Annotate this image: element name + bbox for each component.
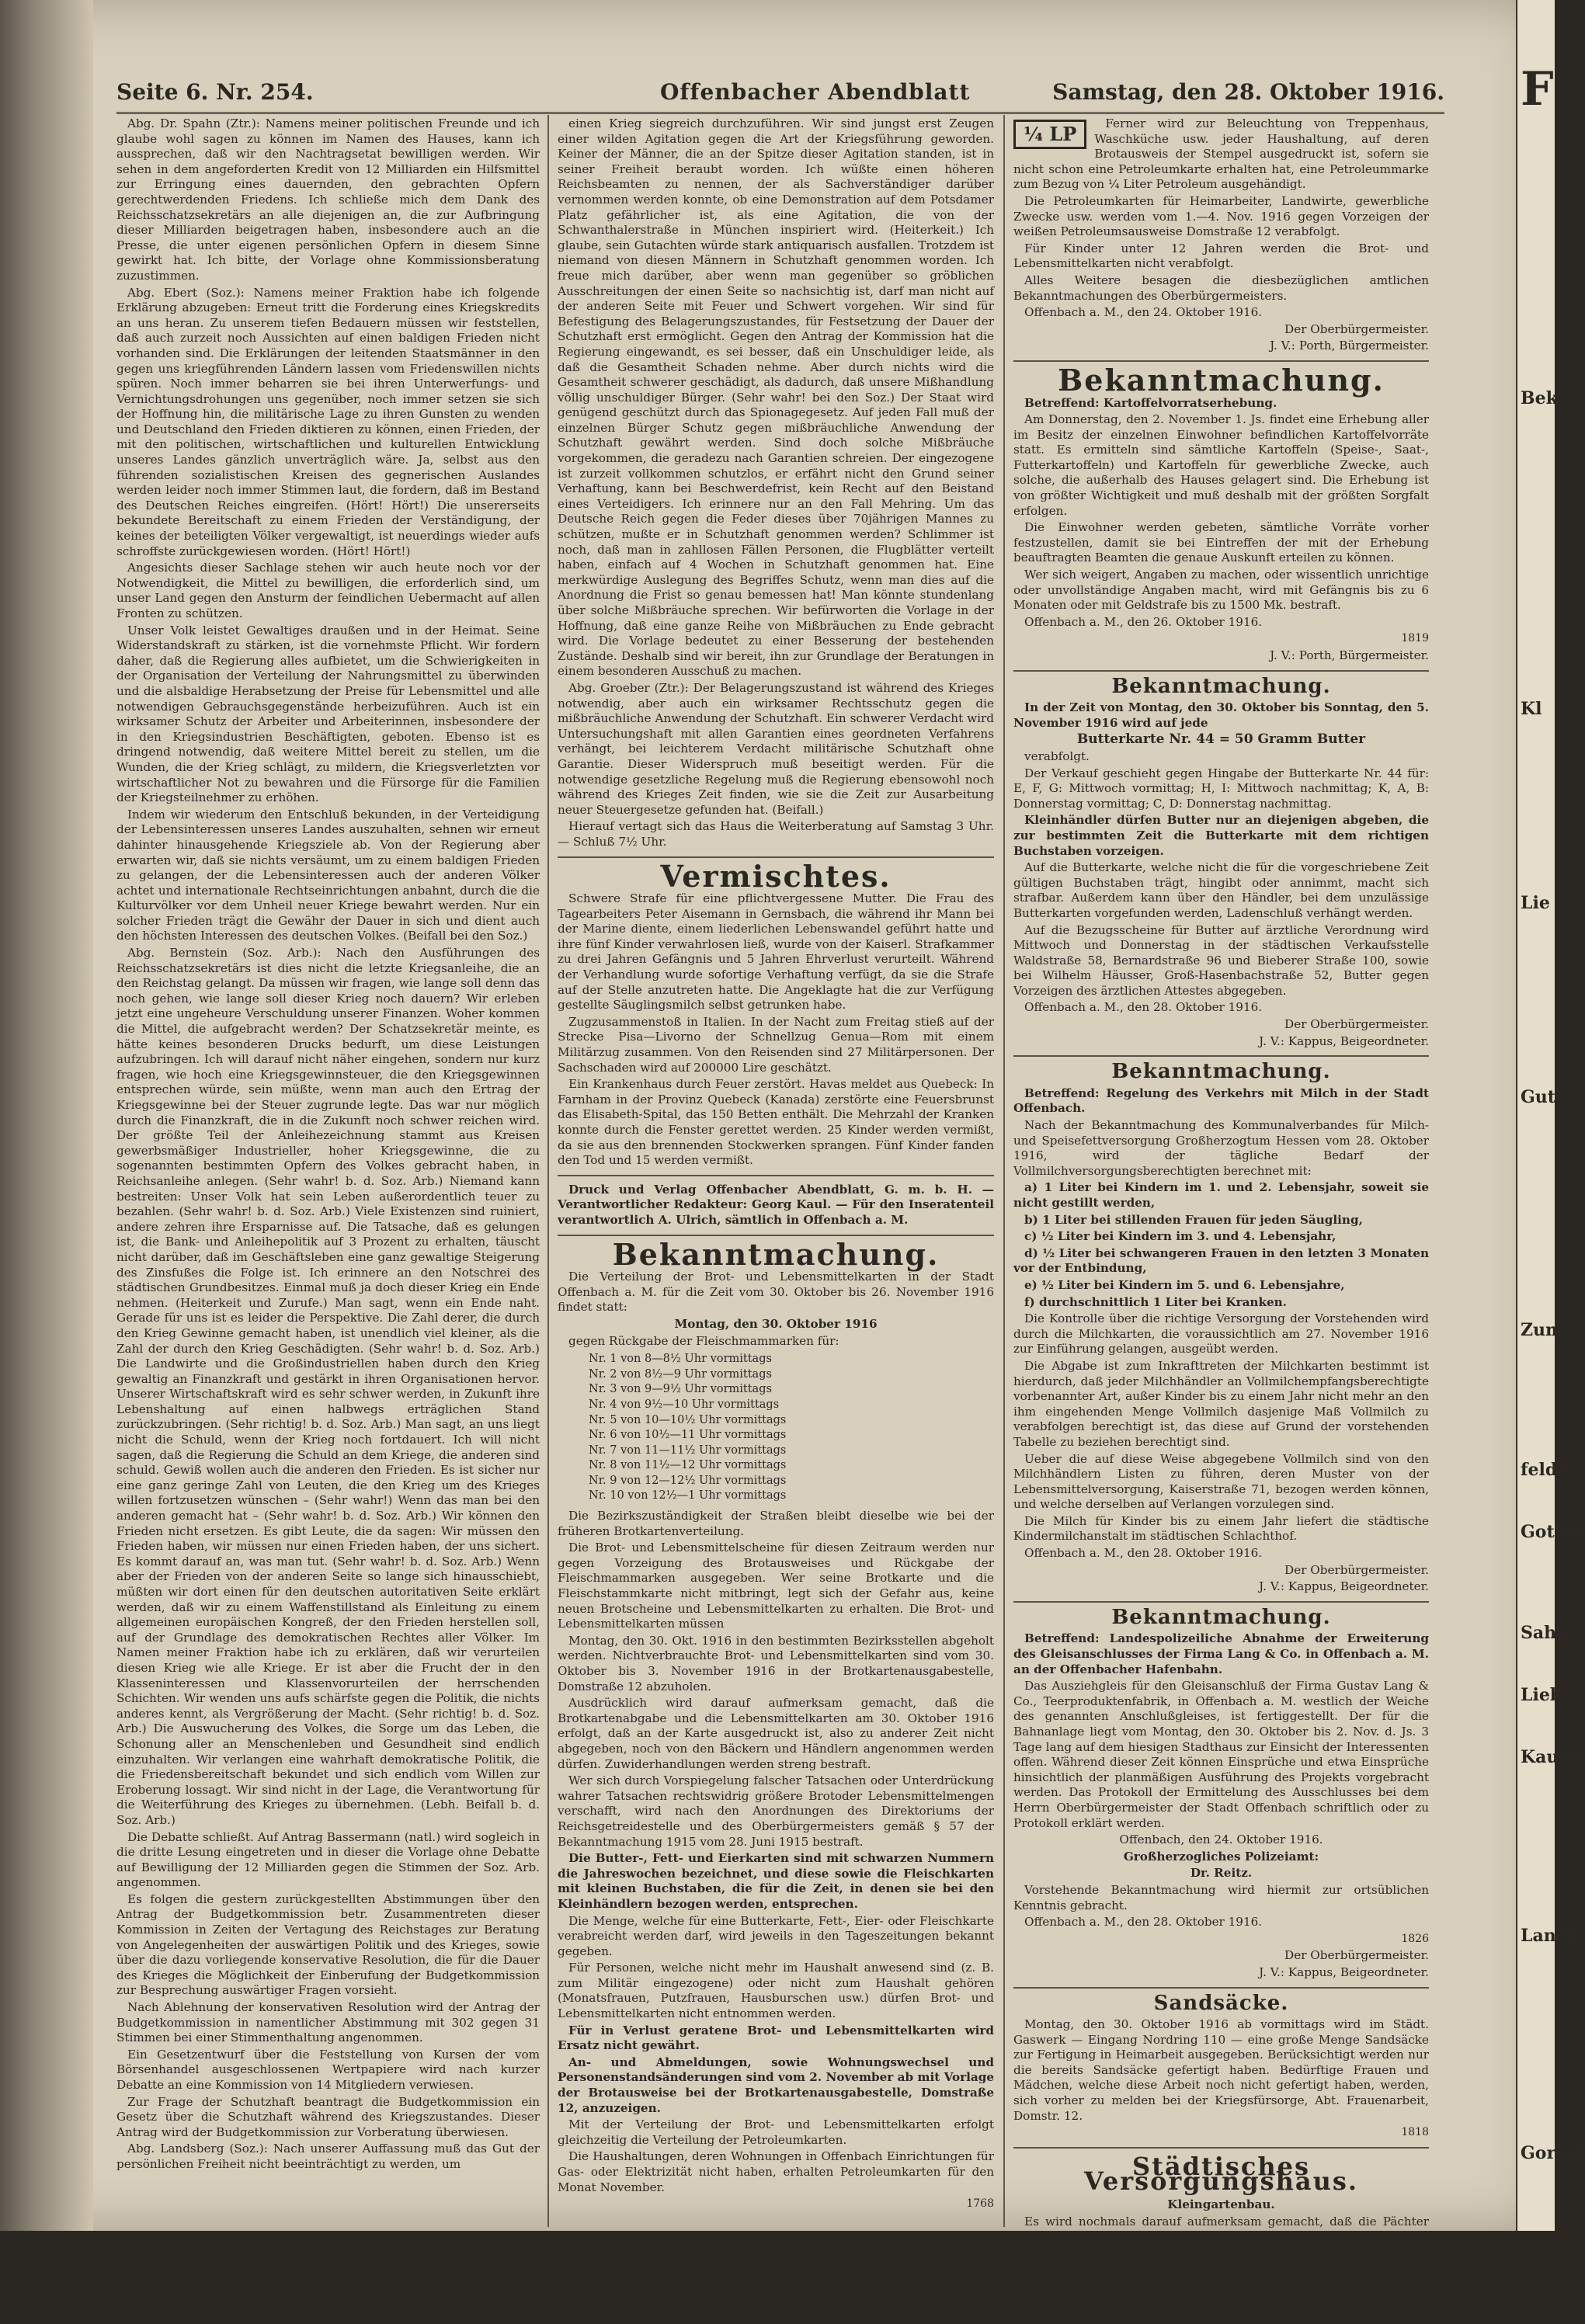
schedule-cell: Nr. 10 von 12½—1 Uhr vormittags <box>589 1489 787 1502</box>
notice-heading: Bekanntmachung. <box>612 1236 940 1272</box>
notice-subject: Betreffend: Landespolizeiliche Abnahme der Erweiterung des Gleisanschlusses der Firma Lang & Co. in Offenbach a. M. an der Offenbacher Hafenbahn. <box>1013 1631 1429 1676</box>
article-paragraph: Abg. Bernstein (Soz. Arb.): Nach den Ausführungen des Reichsschatzsekretärs ist dies nicht die letzte Kriegsanleihe, die an den Reichstag gelangt. Da müssen wir fragen, wie lange soll denn das noch gehen, wie lange soll dieser Krieg noch dauern? Wir erleben jetzt eine ungeheure Verschuldung unserer Finanzen. Woher kommen die Mittel, die aufgebracht werden? Der Schatzsekretär meinte, es hätte keines besonderen Drucks bedurft, um diese Leistungen aufzubringen. Ich will darauf nicht näher eingehen, sondern nur kurz fragen, wie hoch eine Kriegsgewinnsteuer, die den Kriegsgewinnen entsprechen würde, sein müßte, wenn man auch den Ertrag der Kriegsgewinne bei der Steuer zugrunde legte. Das war nur möglich durch die Finanzkraft, die in die Zukunft noch schwer reichen wird. Der größte Teil der Anleihezeichnung stammt aus Kreisen gewerbsmäßiger Industrieller, hoher Kriegsgewinne, die zu sogenannten bestimmten Opfern des Volkes gebracht haben, in Reichsanleihe anlegen. (Sehr wahr! b. d. Soz. Arb.) Niemand kann bestreiten: Unser Volk hat sein Leben außerordentlich teuer zu bezahlen. (Sehr wahr! b. d. Soz. Arb.) Viele Existenzen sind ruiniert, andere zehren ihre Ersparnisse auf. Die Tatsache, daß es gelungen ist, die Bank- und Anleihepolitik auf 3 Prozent zu erhalten, täuscht nicht darüber, daß im Geschäftsleben eine ganz gewaltige Steigerung des Zinsfußes die Folge ist. Ich erinnere an den Notschrei des städtischen Grundbesitzes. Einmal muß ja doch dieser Krieg ein Ende nehmen. (Heiterkeit und Zurufe.) Man sagt, wenn ein Ende naht. Gerade für uns ist es leider die Perspektive. Die Zahl derer, die durch den Krieg Gewinne gemacht haben, ist unendlich viel kleiner, als die Zahl der durch den Krieg Geschädigten. (Sehr wahr! b. d. Soz. Arb.) Die Landwirte und die Großindustriellen haben durch den Krieg gewaltig an Finanzkraft und gestärkt in ihren Organisationen hervor. Unserer Wirtschaftskraft wird es sehr schwer werden, in Zukunft ihre Lebenshaltung auf einen halbwegs erträglichen Stand zurückzubringen. (Sehr richtig! b. d. Soz. Arb.) Man sagt, an uns liegt nicht die Schuld, wenn der Krieg noch fortdauert. Ich will nicht sagen, daß die Regierung die Schuld an dem Kriege, die anderen sind schuld. Gewiß wollen auch die anderen den Frieden. Es ist sicher nur eine ganz geringe Zahl von Leuten, die den Krieg um des Krieges willen fortzusetzen wünschen – (Sehr wahr!) Wenn das man bei den anderen gemacht hat – (Sehr wahr! b. d. Soz. Arb.) Wir können den Frieden nicht ersetzen. Es gibt Leute, die da sagen: Wir müssen den Frieden haben, wir müssen nur einen Frieden haben, der uns sichert. Es kommt darauf an, was man tut. (Sehr wahr! b. d. Soz. Arb.) Wenn aber der Frieden von der anderen Seite so lange sich hinausschiebt, müßten wir dort einen für den deutschen autoritativen Seite erklärt werden, daß wir zu einem Waffenstillstand als Einleitung zu einem allgemeinen europäischen Kongreß, der den Frieden herstellen soll, auf der Grundlage des demokratischen Rechtes aller Völker. Im Namen meiner Fraktion habe ich zu erklären, daß wir verurteilen diesen Krieg wie alle Kriege. Er ist aber die Frucht der in den Klasseninteressen und Klassenvorurteilen der herrschenden Schichten. Wir wenden uns aufs schärfste gegen die Politik, die nichts anderes kennt, als Vergrößerung der Macht. (Sehr richtig! b. d. Soz. Arb.) Die Auswucherung des Volkes, die Sorge um das Leben, die Schonung aller an Menschenleben und Gesundheit sind endlich einzuhalten. Wir verlangen eine wahrhaft demokratische Politik, die die Friedensbereitschaft bekundet und sich endlich vom Willen zur Eroberung lossagt. Wir sind nicht in der Lage, die Verantwortung für die Weiterführung des Krieges zu übernehmen. (Lebh. Beifall b. d. Soz. Arb.) <box>116 946 540 1827</box>
notice-subject: Betreffend: Kartoffelvorratserhebung. <box>1024 395 1277 410</box>
notice-paragraph: Die Haushaltungen, deren Wohnungen in Offenbach Einrichtungen für Gas- oder Elektrizität nicht haben, erhalten Petroleumkarten für den Monat November. <box>558 2149 994 2194</box>
schedule-cell: Nr. 1 von 8—8½ Uhr vormittags <box>589 1353 772 1366</box>
binding-gutter <box>0 0 93 2231</box>
article-paragraph: Angesichts dieser Sachlage stehen wir auch heute noch vor der Notwendigkeit, die Mittel zu bewilligen, die erforderlich sind, um unser Land gegen den Ansturm der feindlichen Uebermacht auf allen Fronten zu schützen. <box>116 561 540 620</box>
notice-subheading: Kleingartenbau. <box>1167 2197 1275 2212</box>
signature: J. V.: Porth, Bürgermeister. <box>1270 648 1429 662</box>
notice-number: 1826 <box>1401 1932 1429 1945</box>
notice-date: Offenbach a. M., den 28. Oktober 1916. <box>1024 1546 1263 1561</box>
notice-paragraph: Die Butter-, Fett- und Eierkarten sind mit schwarzen Nummern die Jahreswochen bezeichnet, und diese sowie die Fleischkarten mit kleinen Buchstaben, die für die Zeit, in denen sie bei den Kleinhändlern bezogen werden, entsprechen. <box>558 1851 994 1911</box>
notice-paragraph: Am Donnerstag, den 2. November 1. Js. findet eine Erhebung aller im Besitz der einzelnen Einwohner befindlichen Kartoffelvorräte statt. Es ermitteln sind sämtliche Kartoffeln (Speise-, Saat-, Futterkartoffeln) und Kartoffeln für gewerbliche Zwecke, auch solche, die außerhalb des Hauses gelagert sind. Die Erhebung ist von größter Wichtigkeit und muß deshalb mit der größten Sorgfalt erfolgen. <box>1013 412 1429 518</box>
article-paragraph: Indem wir wiederum den Entschluß bekunden, in der Verteidigung der Lebensinteressen unseres Landes auszuhalten, sehnen wir erneut dahinter hinausgehende Kriegsziele ab. Von der Regierung aber erwarten wir, daß sie nichts versäumt, um zu einem baldigen Frieden zu gelangen, der die Lebensinteressen auch der anderen Völker achtet und internationale Rechtseinrichtungen anbahnt, durch die die Kulturvölker vor dem Unheil neuer Kriege bewahrt werden. Nur ein solcher Frieden trägt die Gewähr der Dauer in sich und dient auch den höchsten Interessen des deutschen Volkes. (Beifall bei den Soz.) <box>116 807 540 943</box>
notice-paragraph: Die Milch für Kinder bis zu einem Jahr liefert die städtische Kindermilchanstalt im städtischen Schlachthof. <box>1013 1513 1429 1544</box>
column-1 <box>116 116 540 2197</box>
notice-heading: Bekanntmachung. <box>1111 1605 1331 1629</box>
notice-paragraph: Nach der Bekanntmachung des Kommunalverbandes für Milch- und Speisefettversorgung Großherzogtum Hessen vom 28. Oktober 1916, wird der tägliche Bedarf der Vollmilchversorgungsberechtigten berechnet mit: <box>1013 1118 1429 1178</box>
notice-number: 1819 <box>1401 632 1429 645</box>
milk-list-item: c) ½ Liter bei Kindern im 3. und 4. Lebensjahr, <box>1024 1229 1336 1244</box>
milk-list-item: a) 1 Liter bei Kindern im 1. und 2. Lebensjahr, soweit sie nicht gestillt werden, <box>1013 1180 1429 1210</box>
section-rule <box>1013 1055 1429 1057</box>
notice-number: 1818 <box>1401 2126 1429 2139</box>
imprint: Druck und Verlag Offenbacher Abendblatt, G. m. b. H. — Verantwortlicher Redakteur: Georg Kaul. — Für den Inseratenteil verantwortlich A. Ulrich, sämtlich in Offenbach a. M. <box>558 1182 994 1227</box>
notice-paragraph: Für Personen, welche nicht mehr im Haushalt anwesend sind (z. B. zum Militär eingezogene) oder nicht zum Haushalt gehören (Monatsfrauen, Putzfrauen, Hausburschen usw.) dürfen Brot- und Lebensmittelkarten nicht entnommen werden. <box>558 1961 994 2021</box>
schedule-row <box>589 1428 794 1443</box>
notice-paragraph: Die Bezirkszuständigkeit der Straßen bleibt dieselbe wie bei der früheren Brotkartenverteilung. <box>558 1509 994 1538</box>
section-rule <box>558 856 994 858</box>
notice-paragraph: Die Menge, welche für eine Butterkarte, Fett-, Eier- oder Fleischkarte verabreicht werden darf, wird jeweils in den Tageszeitungen bekannt gegeben. <box>558 1913 994 1958</box>
section-rule <box>1013 670 1429 672</box>
article-paragraph: Abg. Groeber (Ztr.): Der Belagerungszustand ist während des Krieges notwendig, aber auch ein wirksamer Rechtsschutz gegen die mißbräuchliche Anwendung der Schutzhaft. Ein schwerer Verdacht wird Untersuchungshaft mit allen Garantien eines geordneten Verfahrens verhängt, bei leichterem Verdacht militärische Schutzhaft ohne Garantie. Dieser Widerspruch muß beseitigt werden. Für die notwendige gesetzliche Regelung muß die Regierung ebensowohl noch während des Krieges Zeit finden, wie sie die Zeit zur Ausarbeitung neuer Steuergesetze gefunden hat. (Beifall.) <box>558 680 994 817</box>
schedule-cell: Nr. 8 von 11½—12 Uhr vormittags <box>589 1459 787 1472</box>
notice-paragraph: Die Abgabe ist zum Inkrafttreten der Milchkarten bestimmt ist hierdurch, daß jeder Milchhändler an Vollmilchempfangsberechtigte vorbenannter Art, außer Kinder bis zu einem Jahr nicht mehr an den ihm eingehenden Menge Vollmilch dasjenige Maß Vollmilch zu verabfolgen berechtigt ist, das diese auf Grund der vorstehenden Tabelle zu beziehen berechtigt sind. <box>1013 1358 1429 1449</box>
adjacent-text-fragment: feldfr. <box>1521 1460 1578 1480</box>
schedule-row <box>589 1474 794 1489</box>
petroleum-stamp: ¼ LP <box>1013 120 1086 149</box>
notice-paragraph: Das Ausziehgleis für den Gleisanschluß der Firma Gustav Lang & Co., Teerproduktenfabrik, in Offenbach a. M. westlich der Weiche des genannten Anschlußgleises, ist fertiggestellt. Der für die Bahnanlage liegt vom Montag, den 30. Oktober bis 2. Nov. d. Js. 3 Tage lang auf dem hiesigen Stadthaus zur Einsicht der Interessenten offen. Während dieser Zeit können Einsprüche und etwa Einsprüche hinsichtlich der planmäßigen Ausführung des Projekts vorgebracht werden. Das Protokoll der Ermittelung des Ausschlusses bei dem Herrn Oberbürgermeister der Stadt Offenbach schriftlich oder zu Protokoll erklärt werden. <box>1013 1679 1429 1830</box>
section-rule <box>1013 1987 1429 1989</box>
schedule-row <box>589 1382 794 1398</box>
notice-heading: Bekanntmachung. <box>1058 362 1385 398</box>
signature: Dr. Reitz. <box>1190 1866 1253 1881</box>
adjacent-text-fragment: Lie <box>1521 893 1550 913</box>
milk-list-item: b) 1 Liter bei stillenden Frauen für jeden Säugling, <box>1024 1212 1363 1227</box>
section-rule <box>558 1175 994 1176</box>
notice-paragraph: Die Petroleumkarten für Heimarbeiter, Landwirte, gewerbliche Zwecke usw. werden vom 1.—4. Nov. 1916 gegen Vorzeigen der weißen Petroleumsausweise Domstraße 12 verabfolgt. <box>1013 193 1429 239</box>
notice-paragraph: Für in Verlust geratene Brot- und Lebensmittelkarten wird Ersatz nicht gewährt. <box>558 2023 994 2053</box>
schedule-row <box>589 1367 794 1383</box>
adjacent-text-fragment: Sahte <box>1521 1623 1576 1643</box>
section-rule <box>558 1235 994 1236</box>
schedule-row <box>589 1443 794 1459</box>
article-paragraph: Abg. Ebert (Soz.): Namens meiner Fraktion habe ich folgende Erklärung abzugeben: Erneut tritt die Forderung eines Kriegskredits an uns heran. Zu unserem tiefen Bedauern müssen wir feststellen, daß auch zurzeit noch Aussichten auf einen baldigen Frieden nicht vorhanden sind. Die Erklärungen der leitenden Staatsmänner in den gegen uns kriegführenden Ländern lassen vom Friedenswillen nichts spüren. Noch immer beharren sie bei ihren Unterwerfungs- und Vernichtungsdrohungen uns gegenüber, noch immer setzen sie sich der Hoffnung hin, die militärische Lage zu ihren Gunsten zu wenden und Deutschland den Frieden diktieren zu können, einen Frieden, der mit den politischen, wirtschaftlichen und kulturellen Entwicklung unseres Landes gänzlich unverträglich wäre. Ja, selbst aus den führenden sozialistischen Kreisen des gegnerischen Auslandes werden leider noch immer Stimmen laut, die fordern, daß im Bestand des Deutschen Reiches eingreifen. (Hört! Hört!) Die unsererseits bekundete Bereitschaft zu einem Frieden der Verständigung, der keines der beteiligten Völker vergewaltigt, ist neuerdings wieder aufs schroffste zurückgewiesen worden. (Hört! Hört!) <box>116 285 540 558</box>
article-paragraph: Ein Gesetzentwurf über die Feststellung von Kursen der vom Börsenhandel ausgeschlossenen Wertpapiere wird nach kurzer Debatte an eine Kommission von 14 Mitgliedern verwiesen. <box>116 2047 540 2092</box>
signature: Der Oberbürgermeister. <box>1284 1562 1429 1577</box>
notice-heading: Bekanntmachung. <box>1111 674 1331 698</box>
news-item: Ein Krankenhaus durch Feuer zerstört. Havas meldet aus Quebeck: In Farnham in der Provinz Quebeck (Kanada) zerstörte eine Feuersbrunst das Elisabeth-Spital, das 150 Betten enthält. Die Mehrzahl der Kranken konnte durch die Fenster gerettet werden. 25 Kinder werden vermißt, da sie aus den brennenden Stockwerken sprangen. Fünf Kinder fanden den Tod und 15 werden vermißt. <box>558 1077 994 1168</box>
column-2 <box>558 116 994 2211</box>
signature: Der Oberbürgermeister. <box>1284 1017 1429 1032</box>
notice-paragraph: Ueber die auf diese Weise abgegebene Vollmilch sind von den Milchhändlern Listen zu führen, deren Muster von der Lebensmittelversorgung, Kaiserstraße 71, bezogen werden können, und welche derselben auf Verlangen vorzulegen sind. <box>1013 1451 1429 1512</box>
column-divider <box>547 115 549 2227</box>
article-paragraph: Abg. Dr. Spahn (Ztr.): Namens meiner politischen Freunde und ich glaube wohl sagen zu können im Namen des Hauses, kann ich aussprechen, daß wir den Nachtragsetat bewilligen werden. Wir sehen in dem angeforderten Kredit von 12 Milliarden ein Hilfsmittel zur Erringung eines dauernden, den gebrachten Opfern gerechtwerdenden Friedens. Ich schließe mich dem Dank des Reichsschatzsekretärs an alle diejenigen an, die zur Aufbringung dieser Milliarden beigetragen haben, insbesondere auch an die Presse, die unter eigenen persönlichen Opfern in diesem Sinne gewirkt hat. Ich bitte, der Vorlage ohne Kommissionsberatung zuzustimmen. <box>116 116 540 283</box>
schedule-row <box>589 1413 794 1429</box>
article-paragraph: Die Debatte schließt. Auf Antrag Bassermann (natl.) wird sogleich in die dritte Lesung eingetreten und in dieser die Vorlage ohne Debatte auf Bewilligung der 12 Milliarden gegen die Stimmen der Soz. Arb. angenommen. <box>116 1829 540 1890</box>
adjacent-text-fragment: Gut <box>1521 1087 1555 1107</box>
notice-paragraph: Ferner wird zur Beleuchtung von Treppenhaus, Waschküche usw. jeder Haushaltung, auf deren Brotausweis der Stempel ausgedruckt ist, sofern sie nicht schon eine Petroleumkarte erhalten hat, eine Petroleummarke zum Bezug von ¼ Liter Petroleum ausgehändigt. <box>1013 116 1429 192</box>
signature: Der Oberbürgermeister. <box>1284 1948 1429 1963</box>
schedule-cell: Nr. 6 von 10½—11 Uhr vormittags <box>589 1429 787 1442</box>
article-paragraph: Hierauf vertagt sich das Haus die Weiterberatung auf Samstag 3 Uhr. — Schluß 7½ Uhr. <box>558 819 994 849</box>
signature: J. V.: Porth, Bürgermeister. <box>1270 339 1429 353</box>
signature: J. V.: Kappus, Beigeordneter. <box>1259 1964 1429 1979</box>
adjacent-text-fragment: Kaufm <box>1521 1747 1585 1767</box>
page-number: Seite 6. Nr. 254. <box>116 79 314 105</box>
notice-date: Offenbach a. M., den 28. Oktober 1916. <box>1024 1000 1263 1015</box>
schedule-cell: Nr. 5 von 10—10½ Uhr vormittags <box>589 1413 787 1426</box>
notice-paragraph: Die Einwohner werden gebeten, sämtliche Vorräte vorher festzustellen, damit sie bei Eintreffen der mit der Erhebung beauftragten Beamten die genaue Auskunft erteilen zu können. <box>1013 520 1429 565</box>
section-rule <box>1013 2147 1429 2149</box>
article-paragraph: Zur Frage der Schutzhaft beantragt die Budgetkommission ein Gesetz über die Schutzhaft während des Kriegszustandes. Dieser Antrag wird der Budgetkommission zur Vorberatung überwiesen. <box>116 2094 540 2139</box>
notice-paragraph: Auf die Bezugsscheine für Butter auf ärztliche Verordnung wird Mittwoch und Donnerstag in der städtischen Verkaufsstelle Waldstraße 58, Bernardstraße 96 und Bieberer Straße 100, sowie bei Wilhelm Häusser, Groß-Hasenbachstraße 52, Butter gegen Vorzeigen des ärztlichen Attestes abgegeben. <box>1013 922 1429 998</box>
schedule-cell: Nr. 2 von 8½—9 Uhr vormittags <box>589 1367 772 1381</box>
schedule-row <box>589 1458 794 1474</box>
schedule-cell: Nr. 9 von 12—12½ Uhr vormittags <box>589 1474 787 1487</box>
milk-list-item: e) ½ Liter bei Kindern im 5. und 6. Lebensjahre, <box>1024 1277 1345 1292</box>
news-item: Zugzusammenstoß in Italien. In der Nacht zum Freitag stieß auf der Strecke Pisa—Livorno der Schnellzug Genua—Rom mit einem Militärzug zusammen. Von den Reisenden sind 27 Militärpersonen. Der Sachschaden wird auf 200000 Lire geschätzt. <box>558 1014 994 1075</box>
milk-list-item: f) durchschnittlich 1 Liter bei Kranken. <box>1024 1294 1287 1309</box>
notice-intro: Die Verteilung der Brot- und Lebensmittelkarten in der Stadt Offenbach a. M. für die Zeit vom 30. Oktober bis 26. November 1916 findet statt: <box>558 1270 994 1315</box>
notice-date: Offenbach a. M., den 26. Oktober 1916. <box>1024 614 1263 629</box>
notice-number: 1827 <box>1401 2309 1429 2322</box>
notice-subline: gegen Rückgabe der Fleischmammarken für: <box>568 1333 839 1348</box>
article-paragraph: Unser Volk leistet Gewaltiges draußen und in der Heimat. Seine Widerstandskraft zu stärken, ist die vornehmste Pflicht. Wir fordern daher, daß die Regierung alles aufbietet, um die Schwierigkeiten in der Organisation der Verteilung der Nahrungsmittel zu überwinden und die alsbaldige Herabsetzung der Preise für Lebensmittel und alle notwendigen Gebrauchsgegenstände herbeizuführen. Auch ist ein wirksamer Schutz der Arbeiter und Arbeiterinnen, insbesondere der in den Kriegsindustrien Beschäftigten, geboten. Ebenso ist es dringend notwendig, daß weitere Mittel bereit zu stellen, um die Wunden, die der Krieg schlägt, zu mildern, die Kriegsverletzten vor wirtschaftlicher Not zu bewahren und die Fürsorge für die Familien der Kriegsteilnehmer zu erhöhen. <box>116 623 540 805</box>
section-rule <box>1013 1601 1429 1603</box>
notice-paragraph: Wer sich durch Vorspiegelung falscher Tatsachen oder Unterdrückung wahrer Tatsachen rechtswidrig größere Brotoder Lebensmittelmengen verschafft, wird nach den Anordnungen des Direktoriums der Reichsgetreidestelle und des Oberbürgermeisters gemäß § 57 der Bekanntmachung 1915 vom 28. Juni 1915 bestraft. <box>558 1773 994 1849</box>
notice-paragraph: An- und Abmeldungen, sowie Wohnungswechsel und Personenstandsänderungen sind vom 2. November ab mit Vorlage der Brotausweise bei der Brotkartenausgabestelle, Domstraße 12, anzuzeigen. <box>558 2055 994 2115</box>
vermischtes-heading: Vermischtes. <box>660 858 892 894</box>
notice-paragraph: Der Verkauf geschieht gegen Hingabe der Butterkarte Nr. 44 für: E, F, G: Mittwoch vormittag; H, I: Mittwoch nachmittag; K, A, B: Donnerstag vormittag; C, D: Donnerstag nachmittag. <box>1013 766 1429 811</box>
article-paragraph: Es folgen die gestern zurückgestellten Abstimmungen über den Antrag der Budgetkommission betr. Zusammentreten dieser Kommission in Zeiten der Vertagung des Reichstages zur Beratung von Angelegenheiten der auswärtigen Politik und des Krieges, sowie über die dazu vorliegende konservative Resolution, die für die Dauer des Krieges die Möglichkeit der Einberufung der Budgetkommission zur Besprechung auswärtiger Fragen vorsieht. <box>116 1892 540 1998</box>
butter-ration-line: Butterkarte Nr. 44 = 50 Gramm Butter <box>1076 731 1366 748</box>
schedule-cell: Nr. 4 von 9½—10 Uhr vormittags <box>589 1398 780 1411</box>
notice-date: Offenbach a. M., den 28. Oktober 1916. <box>1024 2291 1263 2306</box>
notice-paragraph: Auf die Butterkarte, welche nicht die für die vorgeschriebene Zeit gültigen Buchstaben trägt, hingibt oder annimmt, macht sich strafbar. Außerdem kann über den Händler, bei dem unzulässige Butterkarten vorgefunden werden, Ladenschluß verhängt werden. <box>1013 860 1429 920</box>
signature: J. V.: Kappus, Beigeordneter. <box>1259 1579 1429 1594</box>
notice-paragraph: Für Kinder unter 12 Jahren werden die Brot- und Lebensmittelkarten nicht verabfolgt. <box>1013 241 1429 271</box>
adjacent-text-fragment: Gothel <box>1521 1522 1584 1542</box>
signature: Der Oberbürgermeister. <box>1284 321 1429 336</box>
signature: Großherzogliches Polizeiamt: <box>1123 1849 1319 1864</box>
notice-heading: Bekanntmachung. <box>1111 1060 1331 1084</box>
notice-date: Offenbach a. M., den 24. Oktober 1916. <box>1024 305 1263 320</box>
news-item: Schwere Strafe für eine pflichtvergessene Mutter. Die Frau des Tagearbeiters Peter Aisemann in Gernsbach, die während ihr Mann bei der Marine diente, einem liederlichen Lebenswandel geführt hatte und ihre fünf Kinder verwahrlosen ließ, wurde von der Kaiserl. Strafkammer zu drei Jahren Gefängnis und 5 Jahren Ehrverlust verurteilt. Während der Verhandlung wurde sofortige Verhaftung verfügt, da sie die Strafe auf der Stelle anzutreten hatte. Die Angeklagte hat die zur Verfügung gestellte Säuglingsmilch selbst getrunken habe. <box>558 891 994 1013</box>
adjacent-text-fragment: Zum <box>1521 1320 1564 1340</box>
adjacent-text-fragment: Bek <box>1521 388 1558 408</box>
schedule-row <box>589 1398 794 1413</box>
notice-paragraph: Wer sich weigert, Angaben zu machen, oder wissentlich unrichtige oder unvollständige Angaben macht, wird mit Gefängnis bis zu 6 Monaten oder mit Geldstrafe bis zu 1500 Mk. bestraft. <box>1013 568 1429 613</box>
notice-paragraph: In der Zeit von Montag, den 30. Oktober bis Sonntag, den 5. November 1916 wird auf jede <box>1013 700 1429 730</box>
article-paragraph: einen Krieg siegreich durchzuführen. Wir sind jungst erst Zeugen einer wilden Agitation gegen die Art der Kriegsführung geworden. Keiner der Männer, die an der Spitze dieser Agitation standen, ist in seiner Freiheit beraubt worden. Ich wüßte einen höheren Reichsbeamten zu nennen, der als Sachverständiger darüber vernommen werden konnte, ob eine Demonstration auf dem Potsdamer Platz gefährlicher ist, als eine Agitation, die von der Schwanthalerstraße in München inspiriert wird. (Heiterkeit.) Ich glaube, sein Gutachten würde stark antiquarisch ausfallen. Trotzdem ist niemand von diesen Männern in Schutzhaft genommen worden. Ich freue mich darüber, aber wenn man gegenüber so gröblichen Ausschreitungen der einen Seite so nachsichtig ist, darf man nicht auf der anderen Seite mit Feuer und Schwert vorgehen. Wir sind für Befestigung des Belagerungszustandes, für Festsetzung der Dauer der Schutzhaft erst ermöglicht. Gegen den Antrag der Kommission hat die Regierung eingewandt, es sei besser, daß ein Unschuldiger leide, als daß die Gesamtheit Schaden nehme. Aber durch nichts wird die Gesamtheit schwerer geschädigt, als dadurch, daß unsere Mißhandlung völlig unschuldiger Bürger. (Sehr wahr! bei den Soz.) Der Staat wird genügend geschützt durch das Spionagegesetz. Auf jeden Fall muß der einzelnen Bürger Schutz gegen mißbräuchliche Anwendung der Schutzhaft gewährt werden. Sind doch solche Mißbräuche vorgekommen, die geradezu nach Garantien schreien. Der eingezogene ist zurzeit vollkommen schutzlos, er erfährt nicht den Grund seiner Verhaftung, kann bei Beschwerdefrist, kein Recht auf den Beistand eines Verteidigers. Ich erinnere nur an den Fall Mehring. Um das Deutsche Reich gegen die Feder dieses über 70jährigen Mannes zu schützen, mußte er in Schutzhaft genommen werden? Schlimmer ist noch, daß man in zahllosen Fällen Personen, die Flugblätter verteilt haben, einfach auf 4 Wochen in Schutzhaft genommen hat. Eine merkwürdige Auslegung des Begriffes Schutz, wenn man dies auf die Anordnung die Frist so genau bemessen hat! Man könnte stundenlang über solche Mißbräuche sprechen. Wir befürworten die Vorlage in der Hoffnung, daß eine ganze Reihe von Mißbräuchen zu Ende gebracht wird. Die Vorlage bedeutet zu einer Besserung der bestehenden Zustände. Deshalb sind wir bereit, ihn zur Grundlage der Beratungen in einem besonderen Ausschuß zu machen. <box>558 116 994 679</box>
notice-subject: Betreffend: Regelung des Verkehrs mit Milch in der Stadt Offenbach. <box>1013 1086 1429 1116</box>
notice-heading: Sandsäcke. <box>1153 1991 1289 2015</box>
notice-paragraph: Vorstehende Bekanntmachung wird hiermit zur ortsüblichen Kenntnis gebracht. <box>1013 1882 1429 1912</box>
article-paragraph: Abg. Landsberg (Soz.): Nach unserer Auffassung muß das Gut der persönlichen Freiheit nicht beeinträchtigt zu werden, um <box>116 2142 540 2171</box>
notice-paragraph: Die Brot- und Lebensmittelscheine für diesen Zeitraum werden nur gegen Vorzeigung des Brotausweises und Rückgabe der Fleischmammarken ausgegeben. Wer seine Brotkarte und die Fleischstammkarte nicht mitbringt, legt sich der Gefahr aus, keine neuen Brotscheine und Lebensmittelkarten zu erhalten. Die Brot- und Lebensmittelkarten müssen <box>558 1541 994 1631</box>
notice-paragraph: Alles Weitere besagen die diesbezüglichen amtlichen Bekanntmachungen des Oberbürgermeisters. <box>1013 273 1429 303</box>
issue-date: Samstag, den 28. Oktober 1916. <box>1052 79 1444 105</box>
signature: J. V.: Kappus, Beigeordneter. <box>1259 1033 1429 1048</box>
adjacent-text-fragment: F <box>1521 62 1554 116</box>
adjacent-text-fragment: Lieber <box>1521 1685 1582 1705</box>
schedule-cell: Nr. 3 von 9—9½ Uhr vormittags <box>589 1383 772 1396</box>
schedule-row <box>589 1352 794 1367</box>
notice-heading: Städtisches Versorgungshaus. <box>1083 2151 1359 2197</box>
notice-paragraph: Die Kontrolle über die richtige Versorgung der Vorstehenden wird durch die Milchkarten, die voraussichtlich am 27. November 1916 zur Einführung gelangen, ausgeübt werden. <box>1013 1311 1429 1357</box>
schedule-table <box>589 1352 794 1504</box>
milk-list-item: d) ½ Liter bei schwangeren Frauen in den letzten 3 Monaten vor der Entbindung, <box>1013 1245 1429 1276</box>
notice-paragraph: Kleinhändler dürfen Butter nur an diejenigen abgeben, die zur bestimmten Zeit die Butterkarte mit dem richtigen Buchstaben vorzeigen. <box>1013 813 1429 858</box>
section-rule <box>1013 360 1429 362</box>
notice-date-line: Montag, den 30. Oktober 1916 <box>674 1316 878 1331</box>
article-paragraph: Nach Ablehnung der konservativen Resolution wird der Antrag der Budgetkommission in namentlicher Abstimmung mit 302 gegen 31 Stimmen bei einer Stimmenthaltung angenommen. <box>116 2000 540 2045</box>
notice-date: Offenbach, den 24. Oktober 1916. <box>1119 1832 1323 1847</box>
page-header <box>116 68 1444 114</box>
adjacent-text-fragment: Kl <box>1521 699 1542 719</box>
adjacent-text-fragment: Gorbel <box>1521 2143 1585 2163</box>
notice-number: 1768 <box>966 2197 994 2211</box>
newspaper-title: Offenbacher Abendblatt <box>660 79 971 105</box>
column-3 <box>1013 116 1429 2322</box>
notice-paragraph: Montag, den 30. Oktober 1916 ab vormittags wird im Städt. Gaswerk — Eingang Nordring 110 — eine große Menge Sandsäcke zur Fertigung in Heimarbeit ausgegeben. Berücksichtigt werden nur die bereits Sandsäcke gefertigt haben. Bedürftige Frauen und Mädchen, welche diese Arbeit noch nicht gefertigt haben, werden, sich vorher zu melden bei der Kriegsfürsorge, Abt. Frauenarbeit, Domstr. 12. <box>1013 2017 1429 2123</box>
schedule-row <box>589 1489 794 1504</box>
adjacent-page-edge <box>1516 0 1585 2231</box>
column-divider <box>1003 115 1005 2227</box>
notice-date: Offenbach a. M., den 28. Oktober 1916. <box>1024 1915 1263 1930</box>
notice-paragraph: Es wird nochmals darauf aufmerksam gemacht, daß die Pächter von 1916, falls sie bis 1. November das rückständige Pachtgeld nicht bezahlt und erklärt haben, daß sie das seitherige Grundstück auch für 1917 bewirtschaften zu wollen, bei der Neuvergebung nicht berücksichtigt werden können. <box>1013 2214 1429 2289</box>
notice-paragraph: Ausdrücklich wird darauf aufmerksam gemacht, daß die Brotkartenabgabe und die Lebensmittelkarten am 30. Oktober 1916 erfolgt, daß an der Karte ausgedruckt ist, also zu anderer Zeit nicht abgegeben, noch von den Bäckern und Händlern angenommen werden dürfen. Zuwiderhandlungen werden streng bestraft. <box>558 1696 994 1771</box>
notice-paragraph: verabfolgt. <box>1024 749 1090 763</box>
notice-paragraph: Mit der Verteilung der Brot- und Lebensmittelkarten erfolgt gleichzeitig die Verteilung der Petroleumkarten. <box>558 2117 994 2147</box>
notice-paragraph: Montag, den 30. Okt. 1916 in den bestimmten Bezirksstellen abgeholt werden. Nichtverbrauchte Brot- und Lebensmittelkarten sind vom 30. Oktober bis 3. November 1916 in der Brotkartenausgabestelle, Domstraße 12 abzuholen. <box>558 1633 994 1693</box>
schedule-cell: Nr. 7 von 11—11½ Uhr vormittags <box>589 1443 787 1457</box>
adjacent-text-fragment: Landf <box>1521 1926 1576 1946</box>
